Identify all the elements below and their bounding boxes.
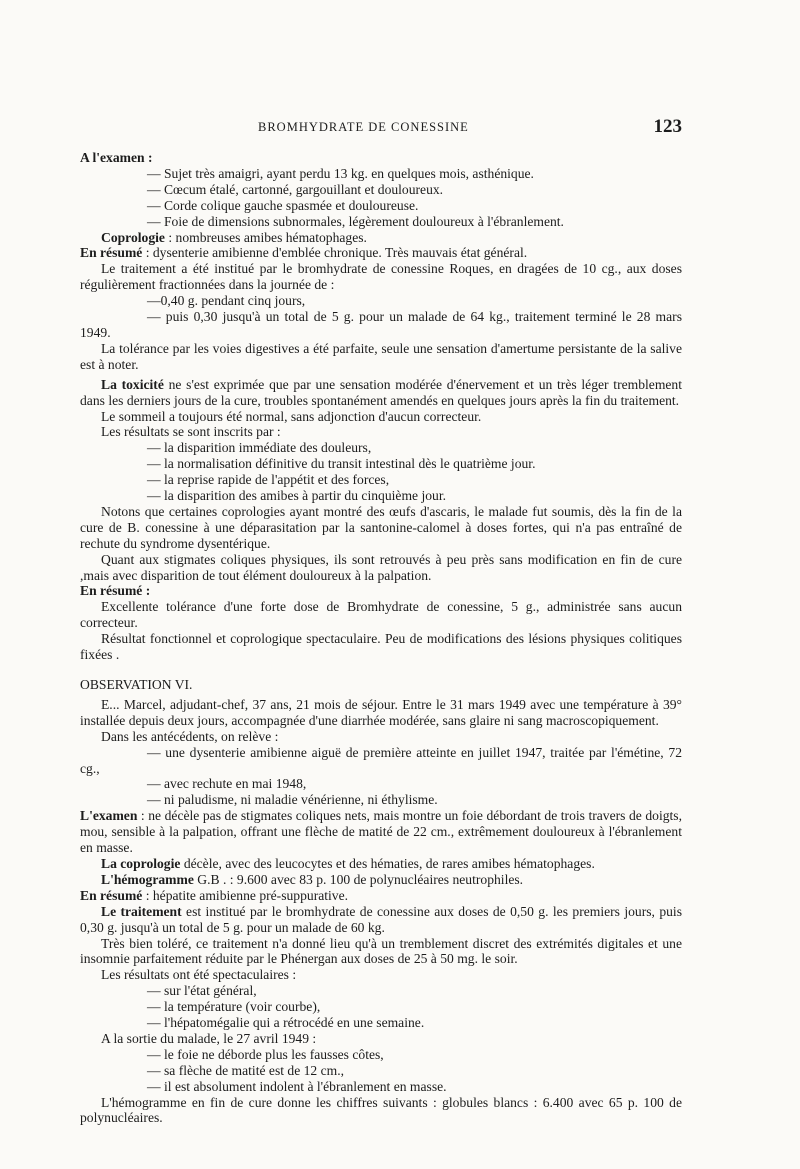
antecedent-item: — une dysenterie amibienne aiguë de première atteinte en juillet 1947, traitée par l'émétine, 72 cg., (80, 744, 682, 776)
hemogramme-text: G.B . : 9.600 avec 83 p. 100 de polynucléaires neutrophiles. (193, 871, 524, 887)
antecedent-item: — avec rechute en mai 1948, (147, 776, 307, 792)
notons-paragraph: Notons que certaines coprologies ayant montré des œufs d'ascaris, le malade fut soumis, dès la fin de la cure de B. conessine à une déparasitation par la santonine-calomel à doses fortes, qui n'a pas entraîné de rechute du syndrome dysentérique. (80, 503, 682, 551)
result-item: — la disparition des amibes à partir du cinquième jour. (147, 488, 446, 504)
treatment2-text: est institué par le bromhydrate de conessine aux doses de 0,50 g. les premiers jours, puis 0,30 g. jusqu'à un total de 5 g. pour un malade de 60 kg. (80, 903, 682, 935)
result-item: — la normalisation définitive du transit intestinal dès le quatrième jour. (147, 456, 536, 472)
quant-paragraph: Quant aux stigmates coliques physiques, ils sont retrouvés à peu près sans modification en fin de cure ,mais avec disparition de tout élément douloureux à la palpation. (80, 551, 682, 583)
running-title: BROMHYDRATE DE CONESSINE (258, 120, 469, 134)
sortie-item: — il est absolument indolent à l'ébranlement en masse. (147, 1078, 447, 1094)
toxicity-text: ne s'est exprimée que par une sensation modérée d'énervement et un très léger tremblement dans les derniers jours de la cure, troubles spontanément amendés en quelques jours après la fin du traitement. (80, 376, 682, 408)
resume3-paragraph (80, 888, 682, 904)
hemogramme-label: L'hémogramme (101, 871, 194, 887)
resume-text: : dysenterie amibienne d'emblée chronique. Très mauvais état général. (142, 245, 528, 261)
exam-item: — Sujet très amaigri, ayant perdu 13 kg. en quelques mois, asthénique. (147, 165, 534, 181)
result2-item: — l'hépatomégalie qui a rétrocédé en une semaine. (147, 1015, 425, 1031)
sortie-item: — sa flèche de matité est de 12 cm., (147, 1062, 345, 1078)
exam2-paragraph (80, 808, 682, 856)
resume-paragraph (80, 245, 682, 261)
dose-item: —0,40 g. pendant cinq jours, (147, 293, 306, 309)
coprologie-text: : nombreuses amibes hématophages. (164, 229, 367, 245)
exam2-label: L'examen (80, 808, 138, 824)
resume-heading: En résumé : (80, 583, 151, 599)
resultat-paragraph: Résultat fonctionnel et coprologique spectaculaire. Peu de modifications des lésions physiques colitiques fixées . (80, 631, 682, 663)
coprologie2-paragraph (80, 856, 682, 872)
result2-item: — sur l'état général, (147, 983, 257, 999)
coprologie-paragraph (80, 230, 682, 246)
tolerance2-paragraph: Très bien toléré, ce traitement n'a donné lieu qu'à un tremblement discret des extrémités digitales et une insomnie parfaitement réduite par le Phénergan aux doses de 25 à 50 mg. le soir. (80, 935, 682, 967)
resume3-label: En résumé (80, 887, 143, 903)
toxicity-label: La toxicité (101, 376, 164, 392)
dose-item: — puis 0,30 jusqu'à un total de 5 g. pour un malade de 64 kg., traitement terminé le 28 mars 1949. (80, 309, 682, 340)
sleep-paragraph: Le sommeil a toujours été normal, sans adjonction d'aucun correcteur. (101, 408, 482, 424)
antecedent-item: — ni paludisme, ni maladie vénérienne, ni éthylisme. (147, 792, 438, 808)
results-intro: Les résultats se sont inscrits par : (101, 424, 281, 440)
coprologie2-text: décèle, avec des leucocytes et des hématies, de rares amibes hématophages. (180, 855, 595, 871)
resume3-text: : hépatite amibienne pré-suppurative. (142, 887, 349, 903)
exam-item: — Corde colique gauche spasmée et douloureuse. (147, 197, 419, 213)
result-item: — la disparition immédiate des douleurs, (147, 440, 372, 456)
exam-item: — Foie de dimensions subnormales, légèrement douloureux à l'ébranlement. (147, 213, 564, 229)
sortie-item: — le foie ne déborde plus les fausses côtes, (147, 1046, 384, 1062)
exam2-text: : ne décèle pas de stigmates coliques nets, mais montre un foie débordant de trois travers de doigts, mou, sensible à la palpation, offrant une flèche de matité de 22 cm., extrêmement douloureux à l'ébranlement en masse. (80, 808, 682, 856)
treatment2-paragraph (80, 904, 682, 936)
hemogramme-final-paragraph: L'hémogramme en fin de cure donne les chiffres suivants : globules blancs : 6.400 avec 65 p. 100 de polynucléaires. (80, 1094, 682, 1126)
coprologie2-label: La coprologie (101, 855, 181, 871)
excellente-paragraph: Excellente tolérance d'une forte dose de Bromhydrate de conessine, 5 g., administrée sans aucun correcteur. (80, 599, 682, 631)
observation-title: OBSERVATION VI. (80, 677, 193, 692)
page-number: 123 (653, 116, 682, 137)
tolerance-paragraph: La tolérance par les voies digestives a été parfaite, seule une sensation d'amertume persistante de la salive est à noter. (80, 340, 682, 372)
observation-intro: E... Marcel, adjudant-chef, 37 ans, 21 mois de séjour. Entre le 31 mars 1949 avec une température à 39° installée depuis deux jours, accompagnée d'une diarrhée modérée, sans glaire ni sang macroscopiquement. (80, 696, 682, 728)
exam-item: — Cœcum étalé, cartonné, gargouillant et douloureux. (147, 181, 444, 197)
toxicity-paragraph (80, 377, 682, 409)
resume-label: En résumé (80, 245, 143, 261)
page-body (80, 150, 682, 1126)
coprologie-label: Coprologie (101, 229, 165, 245)
sortie-intro: A la sortie du malade, le 27 avril 1949 : (101, 1030, 317, 1046)
result-item: — la reprise rapide de l'appétit et des forces, (147, 472, 390, 488)
antecedents-intro: Dans les antécédents, on relève : (101, 728, 279, 744)
exam-heading: A l'examen : (80, 150, 153, 165)
page-header (80, 116, 682, 138)
treatment-paragraph: Le traitement a été institué par le bromhydrate de conessine Roques, en dragées de 10 cg., aux doses régulièrement fractionnées dans la journée de : (80, 261, 682, 293)
result2-item: — la température (voir courbe), (147, 999, 321, 1015)
results2-intro: Les résultats ont été spectaculaires : (101, 967, 297, 983)
treatment2-label: Le traitement (101, 903, 182, 919)
hemogramme-paragraph (80, 872, 682, 888)
